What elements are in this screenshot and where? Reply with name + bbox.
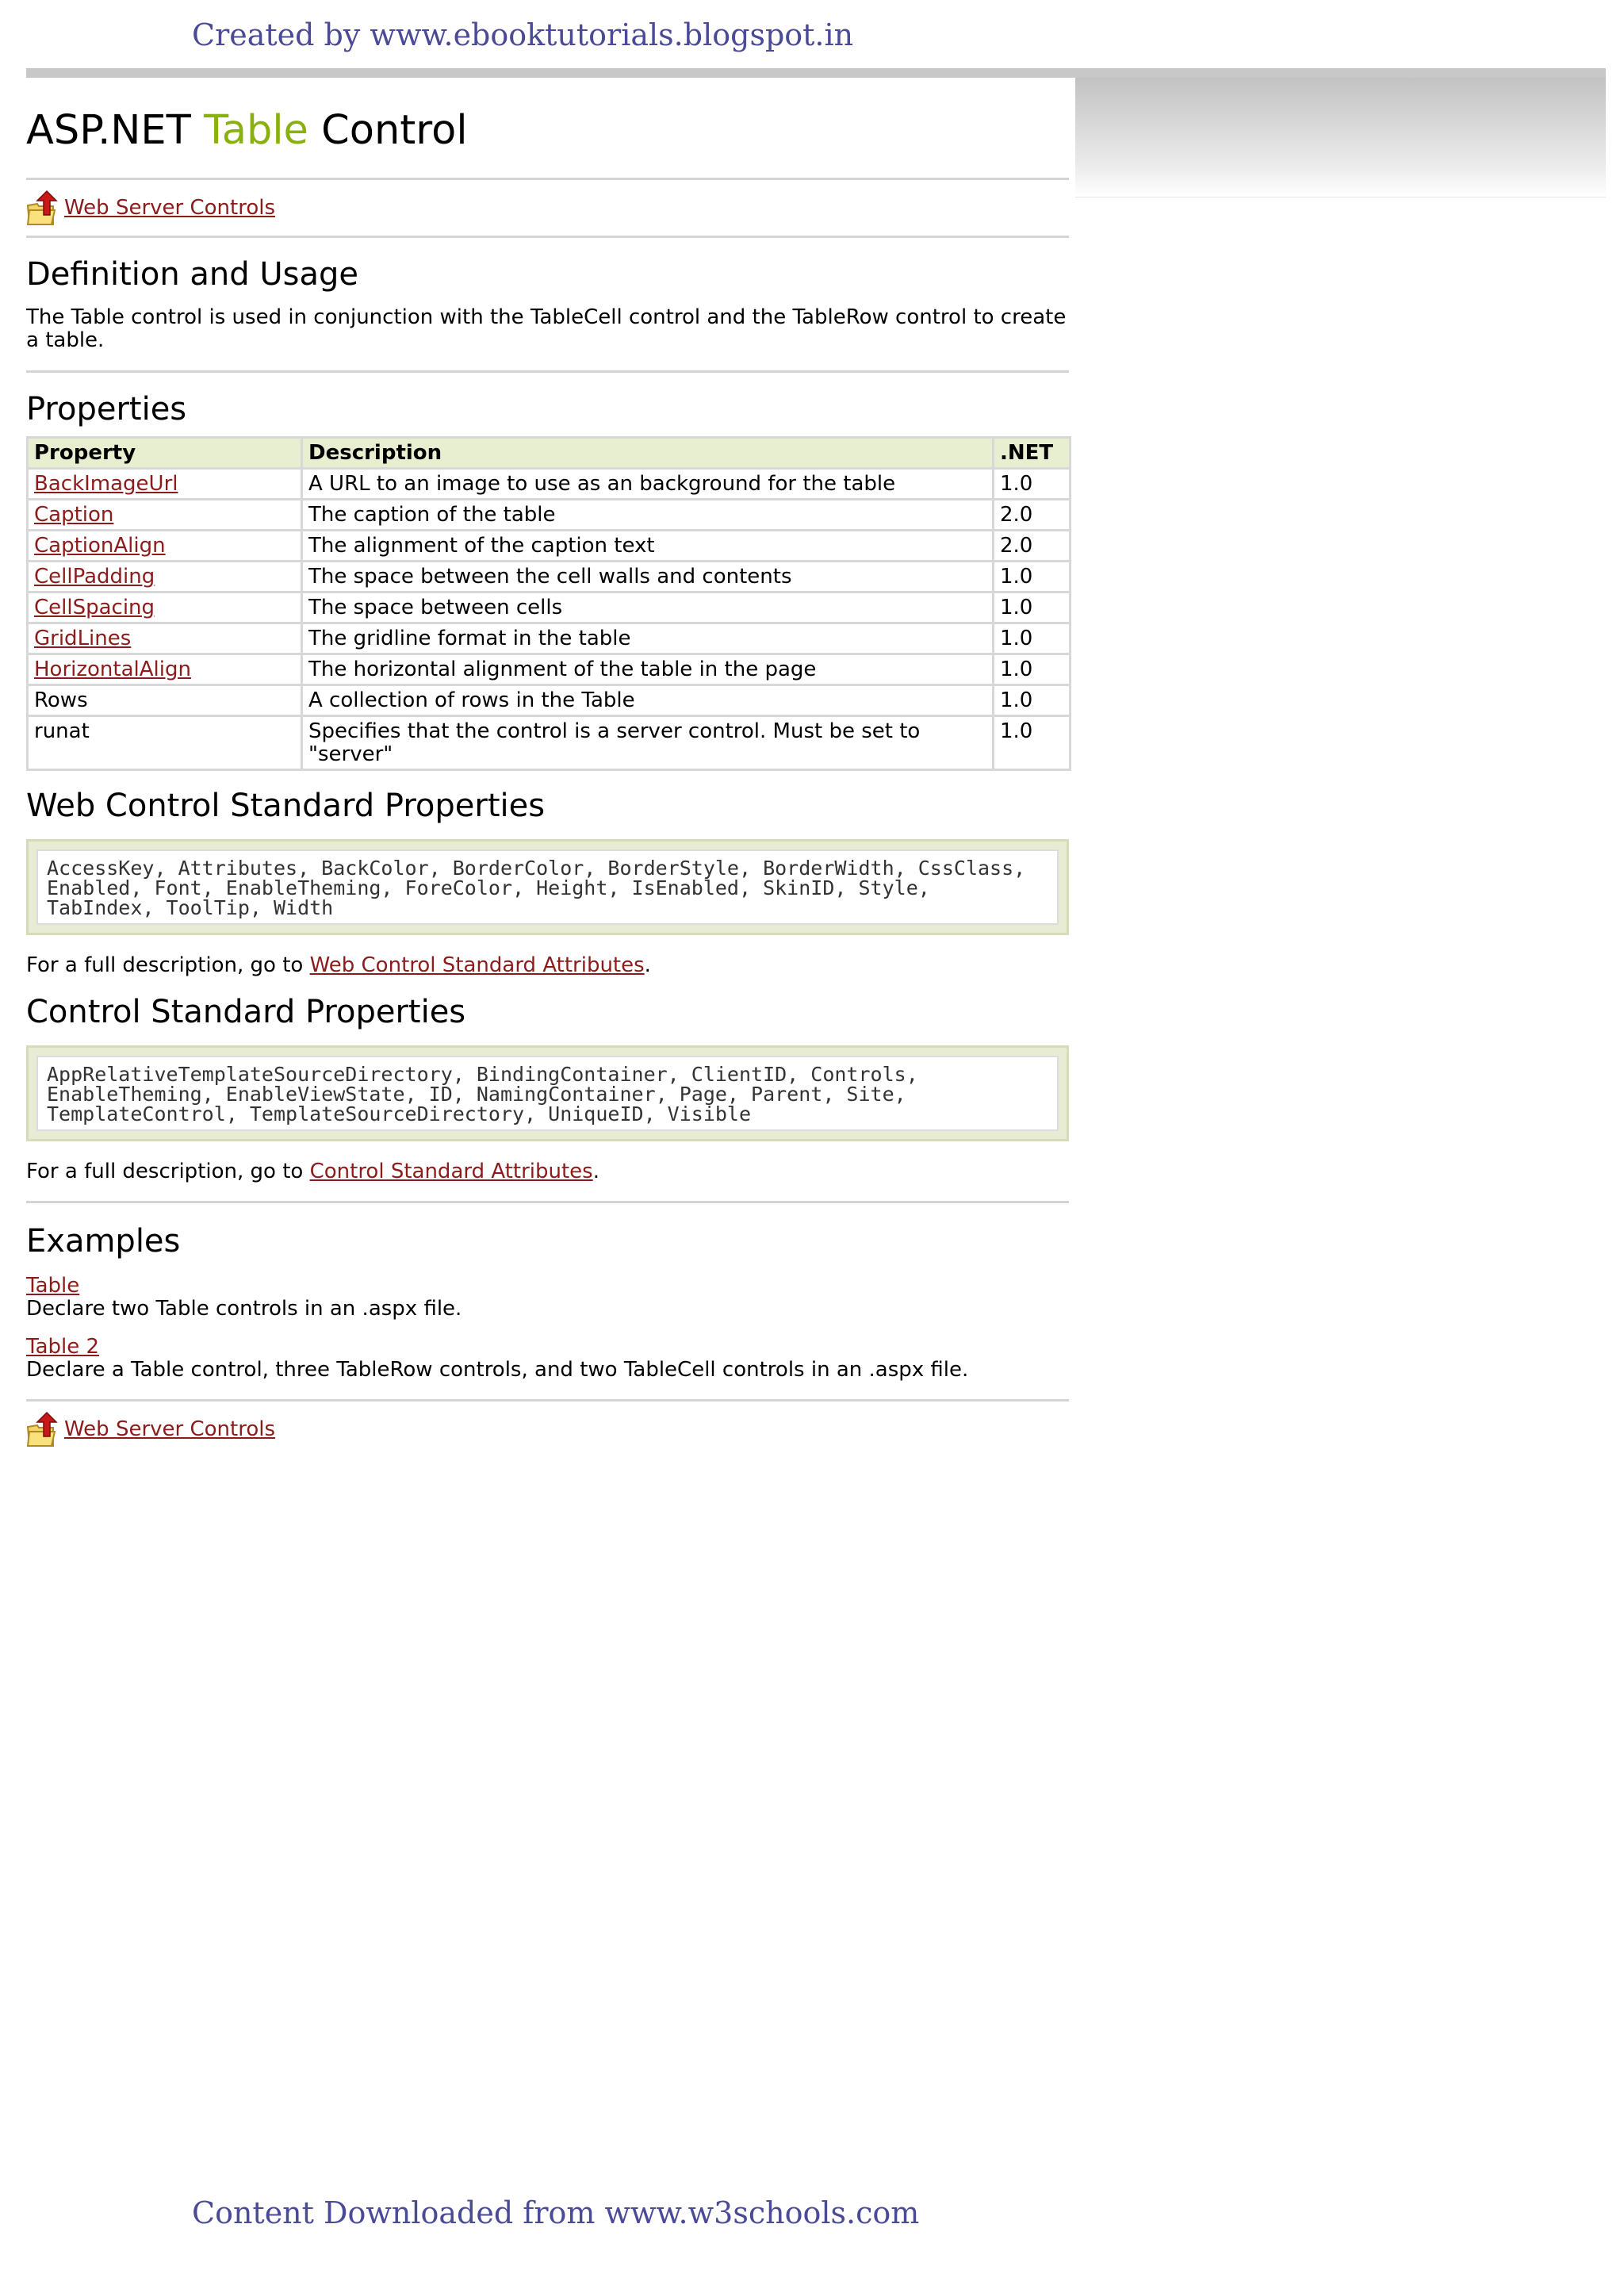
web-control-code-box xyxy=(26,839,1069,935)
property-description: The space between the cell walls and contents xyxy=(302,562,994,592)
definition-heading: Definition and Usage xyxy=(26,256,359,293)
property-name: Rows xyxy=(28,685,302,716)
property-link-cellspacing[interactable]: CellSpacing xyxy=(34,596,155,619)
example-link-table[interactable]: Table xyxy=(26,1274,80,1298)
properties-table xyxy=(26,436,1071,771)
property-description: Specifies that the control is a server control. Must be set to "server" xyxy=(302,716,994,770)
table-row xyxy=(28,469,1071,500)
property-description: The horizontal alignment of the table in the page xyxy=(302,654,994,685)
property-description: The alignment of the caption text xyxy=(302,531,994,562)
web-control-code: AccessKey, Attributes, BackColor, BorderColor, BorderStyle, BorderWidth, CssClass, Enabled, Font, EnableTheming, ForeColor, Height, IsEnabled, SkinID, Style, TabIndex, ToolTip, Width xyxy=(36,849,1059,925)
column-header: Description xyxy=(302,438,994,469)
property-net-version: 1.0 xyxy=(994,654,1071,685)
top-bar xyxy=(26,68,1606,78)
property-net-version: 1.0 xyxy=(994,469,1071,500)
property-net-version: 2.0 xyxy=(994,500,1071,531)
property-net-version: 1.0 xyxy=(994,623,1071,654)
bottom-credit: Content Downloaded from www.w3schools.com xyxy=(192,2195,920,2230)
web-control-standard-attributes-link[interactable]: Web Control Standard Attributes xyxy=(309,953,645,977)
property-description: A URL to an image to use as an background for the table xyxy=(302,469,994,500)
web-control-description: For a full description, go to Web Control Standard Attributes. xyxy=(26,953,651,977)
property-link-cellpadding[interactable]: CellPadding xyxy=(34,565,155,589)
property-name: runat xyxy=(28,716,302,770)
control-standard-code: AppRelativeTemplateSourceDirectory, BindingContainer, ClientID, Controls, EnableTheming, EnableViewState, ID, NamingContainer, Page, Parent, Site, TemplateControl, TemplateSourceDirectory, UniqueID, Visible xyxy=(36,1056,1059,1131)
main-content xyxy=(26,78,1069,1457)
web-control-heading: Web Control Standard Properties xyxy=(26,788,546,824)
table-row xyxy=(28,531,1071,562)
property-link-horizontalalign[interactable]: HorizontalAlign xyxy=(34,658,191,681)
examples-heading: Examples xyxy=(26,1223,181,1260)
web-server-controls-link[interactable]: Web Server Controls xyxy=(64,1417,276,1441)
property-link-gridlines[interactable]: GridLines xyxy=(34,627,132,650)
properties-heading: Properties xyxy=(26,391,187,428)
control-standard-description: For a full description, go to Control Standard Attributes. xyxy=(26,1160,599,1183)
example-description: Declare a Table control, three TableRow controls, and two TableCell controls in an .aspx file. xyxy=(26,1358,969,1382)
property-net-version: 1.0 xyxy=(994,685,1071,716)
property-net-version: 1.0 xyxy=(994,716,1071,770)
folder-up-arrow-icon xyxy=(26,190,59,226)
top-credit: Created by www.ebooktutorials.blogspot.in xyxy=(192,17,854,52)
property-link-backimageurl[interactable]: BackImageUrl xyxy=(34,472,178,496)
table-row xyxy=(28,685,1071,716)
table-row xyxy=(28,623,1071,654)
folder-up-arrow-icon xyxy=(26,1411,59,1448)
table-row xyxy=(28,562,1071,592)
example-description: Declare two Table controls in an .aspx file. xyxy=(26,1297,462,1321)
page-title: ASP.NET Table Control xyxy=(26,107,468,154)
control-standard-heading: Control Standard Properties xyxy=(26,994,466,1030)
nav-back-bottom xyxy=(26,1401,1069,1457)
property-description: The gridline format in the table xyxy=(302,623,994,654)
web-server-controls-link[interactable]: Web Server Controls xyxy=(64,196,276,220)
property-link-captionalign[interactable]: CaptionAlign xyxy=(34,534,166,558)
divider xyxy=(26,370,1069,373)
property-description: The caption of the table xyxy=(302,500,994,531)
column-header: Property xyxy=(28,438,302,469)
divider xyxy=(26,236,1069,238)
property-description: A collection of rows in the Table xyxy=(302,685,994,716)
property-net-version: 1.0 xyxy=(994,562,1071,592)
property-net-version: 2.0 xyxy=(994,531,1071,562)
control-standard-code-box xyxy=(26,1045,1069,1141)
control-standard-attributes-link[interactable]: Control Standard Attributes xyxy=(309,1160,593,1183)
page-title-accent: Table xyxy=(204,107,308,154)
column-header: .NET xyxy=(994,438,1071,469)
table-row xyxy=(28,592,1071,623)
table-header-row xyxy=(28,438,1071,469)
example-link-table-2[interactable]: Table 2 xyxy=(26,1335,100,1359)
property-net-version: 1.0 xyxy=(994,592,1071,623)
header-gradient-panel xyxy=(1075,78,1606,197)
divider xyxy=(26,1201,1069,1203)
property-description: The space between cells xyxy=(302,592,994,623)
table-row xyxy=(28,654,1071,685)
definition-text: The Table control is used in conjunction with the TableCell control and the TableRow control to create a table. xyxy=(26,305,1067,352)
table-row xyxy=(28,500,1071,531)
property-link-caption[interactable]: Caption xyxy=(34,503,114,527)
table-row xyxy=(28,716,1071,770)
nav-back-top xyxy=(26,180,1069,236)
example-item xyxy=(26,1336,1069,1382)
example-item xyxy=(26,1275,1069,1321)
